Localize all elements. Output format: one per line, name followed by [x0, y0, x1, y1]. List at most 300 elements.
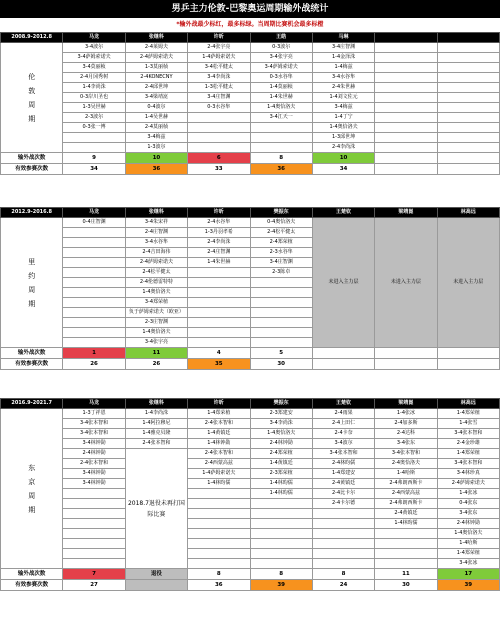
match-result-cell: 1-3吴世赫 — [63, 103, 125, 113]
match-result-cell — [63, 308, 125, 318]
match-result-cell — [375, 113, 437, 123]
match-result-cell: 2-4金珍雄 — [437, 439, 499, 449]
losses-count: 6 — [188, 153, 250, 164]
match-result-cell: 3-4林珍真 — [437, 469, 499, 479]
match-result-cell: 2-4莫丽桢 — [125, 123, 187, 133]
match-result-cell — [188, 559, 250, 569]
player-header: 马龙 — [63, 33, 125, 43]
match-result-cell: 0-4波尔 — [125, 103, 187, 113]
match-result-cell: 3-4李尚洙 — [250, 419, 312, 429]
match-result-cell: 2-3水谷隼 — [250, 248, 312, 258]
match-result-cell: 3-4张本智和 — [375, 449, 437, 459]
match-result-cell: 0-3岸川圣也 — [63, 93, 125, 103]
match-result-cell: 1-4郑荣植 — [437, 449, 499, 459]
player-header: 王楚钦 — [312, 399, 374, 409]
losses-count: 7 — [63, 569, 125, 580]
match-result-cell: 2-4上田仁 — [312, 419, 374, 429]
match-result-cell: 1-4哈斯 — [437, 539, 499, 549]
match-result-cell — [437, 43, 499, 53]
match-result-cell: 2-4萨姆索诺夫 — [437, 479, 499, 489]
match-result-cell: 1-4李尚洙 — [125, 409, 187, 419]
match-result-cell: 1-4萨姆索诺夫 — [188, 53, 250, 63]
period-name — [1, 409, 63, 569]
losses-count — [375, 153, 437, 164]
match-result-cell — [437, 123, 499, 133]
match-result-cell — [375, 123, 437, 133]
losses-count: 9 — [63, 153, 125, 164]
tokyo-period-table — [0, 398, 500, 591]
match-result-cell — [63, 539, 125, 549]
match-result-cell — [250, 539, 312, 549]
match-result-cell — [63, 559, 125, 569]
match-result-cell — [63, 258, 125, 268]
matches-count — [437, 164, 499, 175]
match-result-cell — [312, 539, 374, 549]
match-result-cell: 2-4林昀儒 — [312, 459, 374, 469]
match-result-cell — [375, 539, 437, 549]
match-result-cell — [188, 499, 250, 509]
match-result-cell — [188, 338, 250, 348]
match-result-cell — [63, 288, 125, 298]
match-result-cell: 2-4张本智和 — [63, 459, 125, 469]
matches-count: 26 — [125, 359, 187, 370]
match-result-cell — [375, 93, 437, 103]
matches-count: 33 — [188, 164, 250, 175]
match-result-cell: 1-4张冰 — [375, 409, 437, 419]
match-result-cell: 2-4月冈秀树 — [63, 73, 125, 83]
match-result-cell: 2-4卡尔德 — [312, 499, 374, 509]
match-result-cell — [437, 73, 499, 83]
match-result-cell: 1-4丁宁 — [312, 113, 374, 123]
match-result-cell — [250, 288, 312, 298]
match-result-cell — [312, 519, 374, 529]
match-result-cell: 1-4奥恰洛夫 — [437, 529, 499, 539]
match-result-cell — [437, 63, 499, 73]
match-result-cell: 2-4李尚洙 — [312, 143, 374, 153]
match-result-cell: 3-4松平健太 — [188, 63, 250, 73]
matches-count: 34 — [312, 164, 374, 175]
matches-label: 有效参赛次数 — [1, 580, 63, 591]
match-result-cell: 1-3丹羽孝希 — [188, 228, 250, 238]
match-result-cell: 2-4邱世坤 — [125, 83, 187, 93]
player-header: 张继科 — [125, 208, 187, 218]
losses-count: 1 — [63, 348, 125, 359]
match-result-cell — [250, 559, 312, 569]
match-result-cell — [250, 529, 312, 539]
match-result-cell — [437, 103, 499, 113]
match-result-cell: 2-3波尔 — [63, 113, 125, 123]
match-result-cell: 3-4梅兹 — [312, 103, 374, 113]
match-result-cell: 2-4黄镇廷 — [375, 509, 437, 519]
match-result-cell — [250, 338, 312, 348]
match-result-cell: 1-4萨姆索诺夫 — [188, 469, 250, 479]
losses-count — [312, 348, 374, 359]
losses-count: 10 — [312, 153, 374, 164]
matches-count — [437, 359, 499, 370]
match-result-cell: 3-4水谷隼 — [125, 238, 187, 248]
match-result-cell — [375, 549, 437, 559]
match-result-cell — [63, 529, 125, 539]
match-result-cell: 2-4莱姆夫 — [125, 43, 187, 53]
match-result-cell: 2-3郑建安 — [250, 409, 312, 419]
match-result-cell: 3-4庄智渊 — [188, 93, 250, 103]
losses-count: 退役 — [125, 569, 187, 580]
match-result-cell — [188, 288, 250, 298]
match-result-cell — [63, 268, 125, 278]
period-name-char: 约 — [28, 271, 36, 280]
losses-count: 10 — [125, 153, 187, 164]
period-label: 2008.9-2012.8 — [1, 33, 63, 43]
match-result-cell: 0-3波尔 — [250, 43, 312, 53]
match-result-cell: 3-4张本智和 — [437, 429, 499, 439]
match-result-cell: 0-4庄智渊 — [63, 218, 125, 228]
match-result-cell — [63, 228, 125, 238]
match-result-cell — [188, 549, 250, 559]
match-result-cell: 2-4张本智和 — [188, 449, 250, 459]
player-header: 林高远 — [437, 208, 499, 218]
match-result-cell — [188, 268, 250, 278]
london-period-table — [0, 32, 500, 175]
match-result-cell: 2-4KONECNY — [125, 73, 187, 83]
match-result-cell — [250, 328, 312, 338]
match-result-cell: 2-4黄镇廷 — [312, 479, 374, 489]
match-result-cell: 1-4梅兹 — [312, 63, 374, 73]
match-result-cell: 3-4萨姆索诺夫 — [250, 63, 312, 73]
match-result-cell: 1-3松平健太 — [188, 83, 250, 93]
match-result-cell: 3-4张本智和 — [63, 429, 125, 439]
period-name-char: 伦 — [28, 72, 36, 81]
match-result-cell: 1-4张冰 — [437, 489, 499, 499]
match-result-cell: 0-3水谷隼 — [250, 73, 312, 83]
losses-count — [375, 348, 437, 359]
match-result-cell: 3-4庄智渊 — [250, 258, 312, 268]
match-result-cell — [437, 83, 499, 93]
match-result-cell — [437, 93, 499, 103]
matches-count — [375, 359, 437, 370]
match-result-cell: 1-4朱世赫 — [188, 258, 250, 268]
period-name-char: 周 — [28, 491, 36, 500]
london-period-body — [1, 33, 500, 175]
losses-count — [437, 348, 499, 359]
match-result-cell: 负于萨姆索诺夫（欧亚） — [125, 308, 187, 318]
match-result-cell — [63, 328, 125, 338]
match-result-cell — [188, 278, 250, 288]
period-label: 2012.9-2016.8 — [1, 208, 63, 218]
losses-count: 8 — [312, 569, 374, 580]
match-result-cell — [312, 559, 374, 569]
matches-count: 36 — [250, 164, 312, 175]
player-header — [375, 33, 437, 43]
match-result-cell — [250, 519, 312, 529]
match-result-cell — [250, 298, 312, 308]
rio-period-body — [1, 208, 500, 370]
match-result-cell: 1-4李尚洙 — [63, 83, 125, 93]
legend-note: *输外战最少标红，最多标绿。当周期比赛机会最多标橙 — [176, 21, 324, 28]
matches-count: 39 — [250, 580, 312, 591]
match-result-cell — [250, 499, 312, 509]
not-entered-cell: 未进入主力层 — [312, 218, 374, 348]
match-result-cell: 2-4卡奈 — [312, 429, 374, 439]
match-result-cell: 2-4张本智和 — [125, 439, 187, 449]
losses-count: 8 — [250, 569, 312, 580]
match-result-cell — [188, 318, 250, 328]
match-result-cell: 3-4张本智和 — [437, 459, 499, 469]
match-result-cell: 3-4波尔 — [312, 439, 374, 449]
not-entered-cell: 未进入主力层 — [375, 218, 437, 348]
match-result-cell — [250, 509, 312, 519]
match-result-cell: 3-4张东 — [375, 439, 437, 449]
player-header: 许昕 — [188, 33, 250, 43]
match-result-cell — [250, 278, 312, 288]
match-result-cell: 2-3陈卓 — [250, 268, 312, 278]
match-result-cell — [63, 509, 125, 519]
player-header: 许昕 — [188, 208, 250, 218]
match-result-cell: 2-4松平健太 — [125, 268, 187, 278]
player-header: 张继科 — [125, 33, 187, 43]
match-result-cell: 2-4松平健太 — [250, 228, 312, 238]
match-result-cell: 2-4张本智和 — [188, 419, 250, 429]
match-result-cell: 1-4奥恰洛夫 — [312, 123, 374, 133]
match-result-cell: 2-4林钟勋 — [250, 439, 312, 449]
match-result-cell — [437, 143, 499, 153]
match-result-cell: 2-4加多斯 — [375, 419, 437, 429]
match-result-cell: 2-4林钟勋 — [437, 519, 499, 529]
period-name — [1, 218, 63, 348]
match-result-cell — [250, 308, 312, 318]
match-result-cell — [437, 53, 499, 63]
match-result-cell — [63, 278, 125, 288]
period-name-char: 期 — [28, 299, 36, 308]
match-result-cell — [63, 143, 125, 153]
match-result-cell — [375, 103, 437, 113]
match-result-cell — [312, 509, 374, 519]
match-result-cell — [63, 499, 125, 509]
not-entered-cell: 未进入主力层 — [437, 218, 499, 348]
match-result-cell — [188, 509, 250, 519]
matches-count: 34 — [63, 164, 125, 175]
match-result-cell: 1-4奥恰洛夫 — [250, 103, 312, 113]
match-result-cell: 2-4水谷隼 — [188, 218, 250, 228]
match-result-cell: 2-3郑荣植 — [250, 469, 312, 479]
tokyo-period-body — [1, 399, 500, 591]
match-result-cell: 3-4林钟勋 — [63, 479, 125, 489]
matches-count: 30 — [375, 580, 437, 591]
match-result-cell — [250, 549, 312, 559]
losses-count — [437, 153, 499, 164]
period-name — [1, 43, 63, 153]
match-result-cell: 3-4林钟勋 — [63, 439, 125, 449]
match-result-cell: 2-4吉田海伟 — [125, 248, 187, 258]
matches-count — [375, 164, 437, 175]
match-result-cell: 2-4林钟勋 — [63, 449, 125, 459]
match-result-cell: 3-4郑荣植 — [125, 298, 187, 308]
match-result-cell: 3-4张本智和 — [312, 449, 374, 459]
match-result-cell: 3-4张宇亮 — [125, 338, 187, 348]
match-result-cell: 2-4张宇亮 — [188, 43, 250, 53]
match-result-cell: 3-4林钟勋 — [63, 469, 125, 479]
match-result-cell: 3-4张本智和 — [63, 419, 125, 429]
match-result-cell: 1-3邱世坤 — [312, 133, 374, 143]
match-result-cell: 1-4奥恰洛夫 — [125, 328, 187, 338]
match-result-cell: 3-4梅兹 — [125, 133, 187, 143]
match-result-cell — [250, 143, 312, 153]
matches-count: 36 — [188, 580, 250, 591]
match-result-cell — [63, 489, 125, 499]
match-result-cell — [375, 143, 437, 153]
match-result-cell — [63, 338, 125, 348]
match-result-cell: 1-4张雪 — [437, 419, 499, 429]
player-header: 张继科 — [125, 399, 187, 409]
match-result-cell: 1-4刘文佐元 — [312, 93, 374, 103]
match-result-cell: 1-4奥恰洛夫 — [125, 288, 187, 298]
match-result-cell: 3-4水谷隼 — [312, 73, 374, 83]
match-result-cell: 2-4萨姆索诺夫 — [125, 53, 187, 63]
match-result-cell: 2-3庄智渊 — [125, 318, 187, 328]
match-result-cell — [188, 113, 250, 123]
matches-count: 35 — [188, 359, 250, 370]
match-result-cell — [188, 308, 250, 318]
period-name-char: 京 — [28, 477, 36, 486]
match-result-cell — [63, 298, 125, 308]
losses-count: 11 — [375, 569, 437, 580]
match-result-cell: 1-4郑荣植 — [437, 409, 499, 419]
period-name-char: 里 — [28, 257, 36, 266]
matches-count: 24 — [312, 580, 374, 591]
period-name-char: 期 — [28, 505, 36, 514]
rio-period-table — [0, 207, 500, 370]
match-result-cell: 2-4弗朗西斯卡 — [375, 499, 437, 509]
losses-count: 4 — [188, 348, 250, 359]
losses-label: 输外战次数 — [1, 348, 63, 359]
match-result-cell — [437, 133, 499, 143]
matches-label: 有效参赛次数 — [1, 359, 63, 370]
player-header: 樊振东 — [250, 208, 312, 218]
match-result-cell — [375, 73, 437, 83]
match-result-cell — [375, 133, 437, 143]
match-result-cell — [188, 133, 250, 143]
match-result-cell — [312, 529, 374, 539]
match-result-cell — [188, 298, 250, 308]
match-result-cell — [188, 143, 250, 153]
period-name-char: 期 — [28, 114, 36, 123]
player-header: 王楚钦 — [312, 208, 374, 218]
matches-count — [312, 359, 374, 370]
match-result-cell — [188, 539, 250, 549]
match-result-cell — [312, 549, 374, 559]
match-result-cell: 3-4张宇亮 — [250, 53, 312, 63]
matches-count: 27 — [63, 580, 125, 591]
period-name-char: 周 — [28, 100, 36, 109]
match-result-cell: 1-4金泽洙 — [312, 53, 374, 63]
match-result-cell: 1-4林钟勋 — [188, 439, 250, 449]
match-result-cell: 3-4萨姆索诺夫 — [63, 53, 125, 63]
match-result-cell — [63, 519, 125, 529]
match-result-cell: 1-4阿拉穆尼 — [125, 419, 187, 429]
match-result-cell — [63, 238, 125, 248]
period-name-char: 敦 — [28, 86, 36, 95]
match-result-cell: 1-4林昀儒 — [188, 479, 250, 489]
player-header: 马龙 — [63, 399, 125, 409]
match-result-cell — [375, 43, 437, 53]
period-name-char: 周 — [28, 285, 36, 294]
player-header: 许昕 — [188, 399, 250, 409]
match-result-cell: 2-4弗朗西斯卡 — [375, 479, 437, 489]
match-result-cell: 3-4庄智渊 — [312, 43, 374, 53]
matches-label: 有效参赛次数 — [1, 164, 63, 175]
match-result-cell: 2-4郑荣植 — [250, 238, 312, 248]
match-result-cell — [250, 133, 312, 143]
match-result-cell — [375, 63, 437, 73]
period-label: 2016.9-2021.7 — [1, 399, 63, 409]
player-header: 樊振东 — [250, 399, 312, 409]
match-result-cell: 2-4奥恰洛夫 — [375, 459, 437, 469]
match-result-cell: 2-4庄智渊 — [125, 228, 187, 238]
match-result-cell: 1-4林昀儒 — [250, 489, 312, 499]
match-result-cell — [250, 318, 312, 328]
match-result-cell: 2-4萨姆索诺夫 — [125, 258, 187, 268]
match-result-cell — [63, 248, 125, 258]
losses-label: 输外战次数 — [1, 569, 63, 580]
match-result-cell — [188, 489, 250, 499]
match-result-cell: 1-4莫丽桢 — [250, 83, 312, 93]
player-header: 梁靖崑 — [375, 208, 437, 218]
losses-count: 5 — [250, 348, 312, 359]
match-result-cell: 2-4郑荣植 — [250, 449, 312, 459]
match-result-cell: 2-4雨果 — [312, 409, 374, 419]
match-result-cell: 1-3丁祥恩 — [63, 409, 125, 419]
player-header: 林高远 — [437, 399, 499, 409]
losses-count: 8 — [250, 153, 312, 164]
match-result-cell: 3-4张东 — [437, 509, 499, 519]
match-result-cell — [188, 529, 250, 539]
match-result-cell — [63, 318, 125, 328]
match-result-cell: 1-4黄镇廷 — [188, 429, 250, 439]
losses-label: 输外战次数 — [1, 153, 63, 164]
page-title: 男乒主力伦敦-巴黎奥运周期输外战统计 — [0, 0, 500, 18]
player-header: 马龙 — [63, 208, 125, 218]
match-result-cell: 3-4李尚洙 — [188, 73, 250, 83]
match-result-cell: 1-3波尔 — [125, 143, 187, 153]
match-result-cell: 1-4林昀儒 — [250, 479, 312, 489]
match-result-cell: 1-4雅克贝隆 — [125, 429, 187, 439]
match-result-cell — [375, 83, 437, 93]
match-result-cell — [188, 519, 250, 529]
match-result-cell: 2-4西蒙高兹 — [188, 459, 250, 469]
match-result-cell — [63, 133, 125, 143]
match-result-cell: 2-4西蒙高兹 — [375, 489, 437, 499]
match-result-cell — [63, 549, 125, 559]
match-result-cell: 1-4哈斯 — [375, 469, 437, 479]
matches-count: 36 — [125, 164, 187, 175]
match-result-cell: 2-4伦德雷特特 — [125, 278, 187, 288]
player-header: 马琳 — [312, 33, 374, 43]
match-result-cell: 0-4张东 — [437, 499, 499, 509]
match-result-cell: 3-4张冰 — [437, 559, 499, 569]
match-result-cell — [375, 529, 437, 539]
period-name-char: 东 — [28, 463, 36, 472]
player-header: 梁靖崑 — [375, 399, 437, 409]
player-header — [437, 33, 499, 43]
match-result-cell: 2-4李尚洙 — [188, 238, 250, 248]
match-result-cell: 1-3莫丽桢 — [125, 63, 187, 73]
match-result-cell: 1-4吴世赫 — [125, 113, 187, 123]
match-result-cell: 3-4江天一 — [250, 113, 312, 123]
matches-count: 30 — [250, 359, 312, 370]
match-result-cell — [188, 328, 250, 338]
losses-count: 17 — [437, 569, 499, 580]
match-result-cell: 1-4林昀儒 — [375, 519, 437, 529]
matches-count: 26 — [63, 359, 125, 370]
